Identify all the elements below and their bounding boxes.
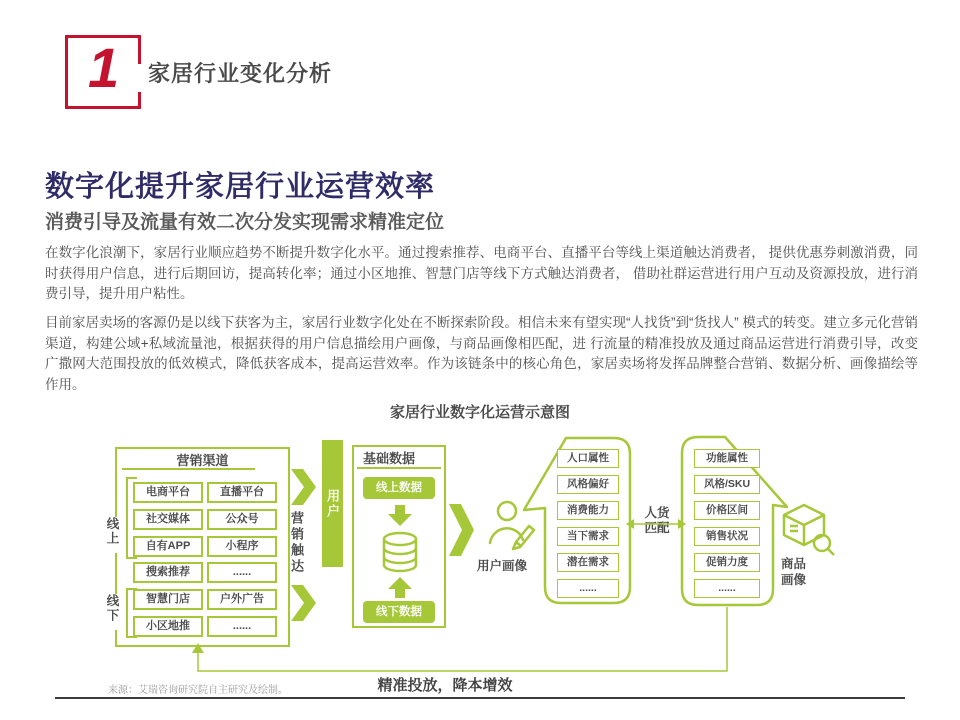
online-data-chip: 线上数据: [363, 477, 435, 499]
product-portrait-line2: 画像: [781, 573, 807, 587]
channel-community-promo: 小区地推: [133, 616, 203, 637]
product-attr-sales-status: 销售状况: [694, 527, 760, 546]
channel-outdoor-ad: 户外广告: [207, 589, 277, 610]
match-label-line2: 匹配: [644, 521, 670, 535]
channel-ecommerce: 电商平台: [133, 482, 203, 503]
channel-own-app: 自有APP: [133, 536, 203, 557]
marketing-channels-underline: [122, 468, 255, 470]
online-label: 线上: [103, 517, 121, 553]
channel-livestream: 直播平台: [207, 482, 277, 503]
online-bracket-tick-top: [126, 477, 137, 479]
match-label-line1: 人货: [644, 506, 670, 520]
product-attr-style-sku: 风格/SKU: [694, 475, 760, 494]
channel-more-online: ......: [207, 562, 277, 583]
product-attr-price-range: 价格区间: [694, 501, 760, 520]
user-attr-current-need: 当下需求: [557, 527, 619, 546]
product-attr-promotion: 促销力度: [694, 553, 760, 572]
offline-bracket-line: [126, 588, 128, 637]
product-attr-more: ......: [694, 579, 760, 598]
body-paragraph-1: 在数字化浪潮下，家居行业顺应趋势不断提升数字化水平。通过搜索推荐、电商平台、直播平台等线上渠道触达消费者， 提供优惠券刺激消费，同时获得用户信息，进行后期回访，提高转化率；通过小区地推、智慧门店等线下方式触达消费者， 借助社群运营进行用户互动及资源投放，进行消费引导，提升用户粘性。: [45, 245, 918, 301]
user-bar: [322, 440, 343, 567]
arrow-up-icon: [388, 577, 412, 598]
base-data-title: 基础数据: [363, 451, 416, 466]
bottom-divider: [55, 697, 905, 699]
people-goods-match-label: [630, 506, 684, 536]
channel-more-offline: ......: [207, 616, 277, 637]
user-portrait-label: 用户画像: [477, 559, 528, 573]
product-attr-function: 功能属性: [694, 449, 760, 468]
channel-mini-program: 小程序: [207, 536, 277, 557]
footer-slogan: 精准投放，降本增效: [377, 677, 513, 694]
marketing-reach-label: 营销触达: [289, 511, 304, 575]
section-box-gap: [134, 64, 144, 92]
user-attr-demographics: 人口属性: [557, 449, 619, 468]
body-paragraph-2: 目前家居卖场的客源仍是以线下获客为主，家居行业数字化处在不断探索阶段。相信未来有望实现“人找货”到“货找人” 模式的转变。建立多元化营销渠道，构建公域+私域流量池，根据获得的用户信息描绘用户画像，与商品画像相匹配，进 行流量的精准投放及通过商品运营进行消费引导，改变广撒网大范围投放的低效模式，降低获客成本，提高运营效率。作为该链条中的核心角色，家居卖场将发挥品牌整合营销、数据分析、画像描绘等作用。: [45, 315, 918, 392]
marketing-channels-title: 营销渠道: [176, 453, 229, 468]
section-number: 1: [88, 36, 120, 99]
chevron-right-icon: [291, 585, 316, 621]
section-title: 家居行业变化分析: [148, 61, 333, 86]
offline-label: 线下: [103, 594, 121, 630]
user-attr-style-preference: 风格偏好: [557, 475, 619, 494]
chevron-right-icon: [291, 469, 316, 505]
database-icon: [379, 530, 421, 574]
channel-search-recommend: 搜索推荐: [133, 562, 203, 583]
base-data-underline: [357, 467, 441, 469]
product-portrait-line1: 商品: [781, 557, 807, 571]
channel-social-media: 社交媒体: [133, 509, 203, 530]
user-attr-more: ......: [557, 579, 619, 598]
channel-smart-store: 智慧门店: [133, 589, 203, 610]
user-attr-spending-power: 消费能力: [557, 501, 619, 520]
page-title: 数字化提升家居行业运营效率: [45, 171, 436, 203]
diagram-title: 家居行业数字化运营示意图: [389, 404, 570, 421]
source-note: 来源：艾瑞咨询研究院自主研究及绘制。: [108, 685, 288, 696]
user-bar-label: 用户: [325, 488, 340, 519]
chevron-right-icon: [449, 504, 474, 556]
page-subtitle: 消费引导及流量有效二次分发实现需求精准定位: [45, 212, 445, 233]
channel-official-account: 公众号: [207, 509, 277, 530]
cube-magnifier-icon: [778, 500, 836, 558]
arrow-down-icon: [388, 505, 412, 526]
user-attr-potential-need: 潜在需求: [557, 553, 619, 572]
online-bracket-tick-bottom: [126, 557, 137, 559]
offline-data-chip: 线下数据: [363, 601, 435, 623]
online-bracket-line: [126, 478, 128, 558]
